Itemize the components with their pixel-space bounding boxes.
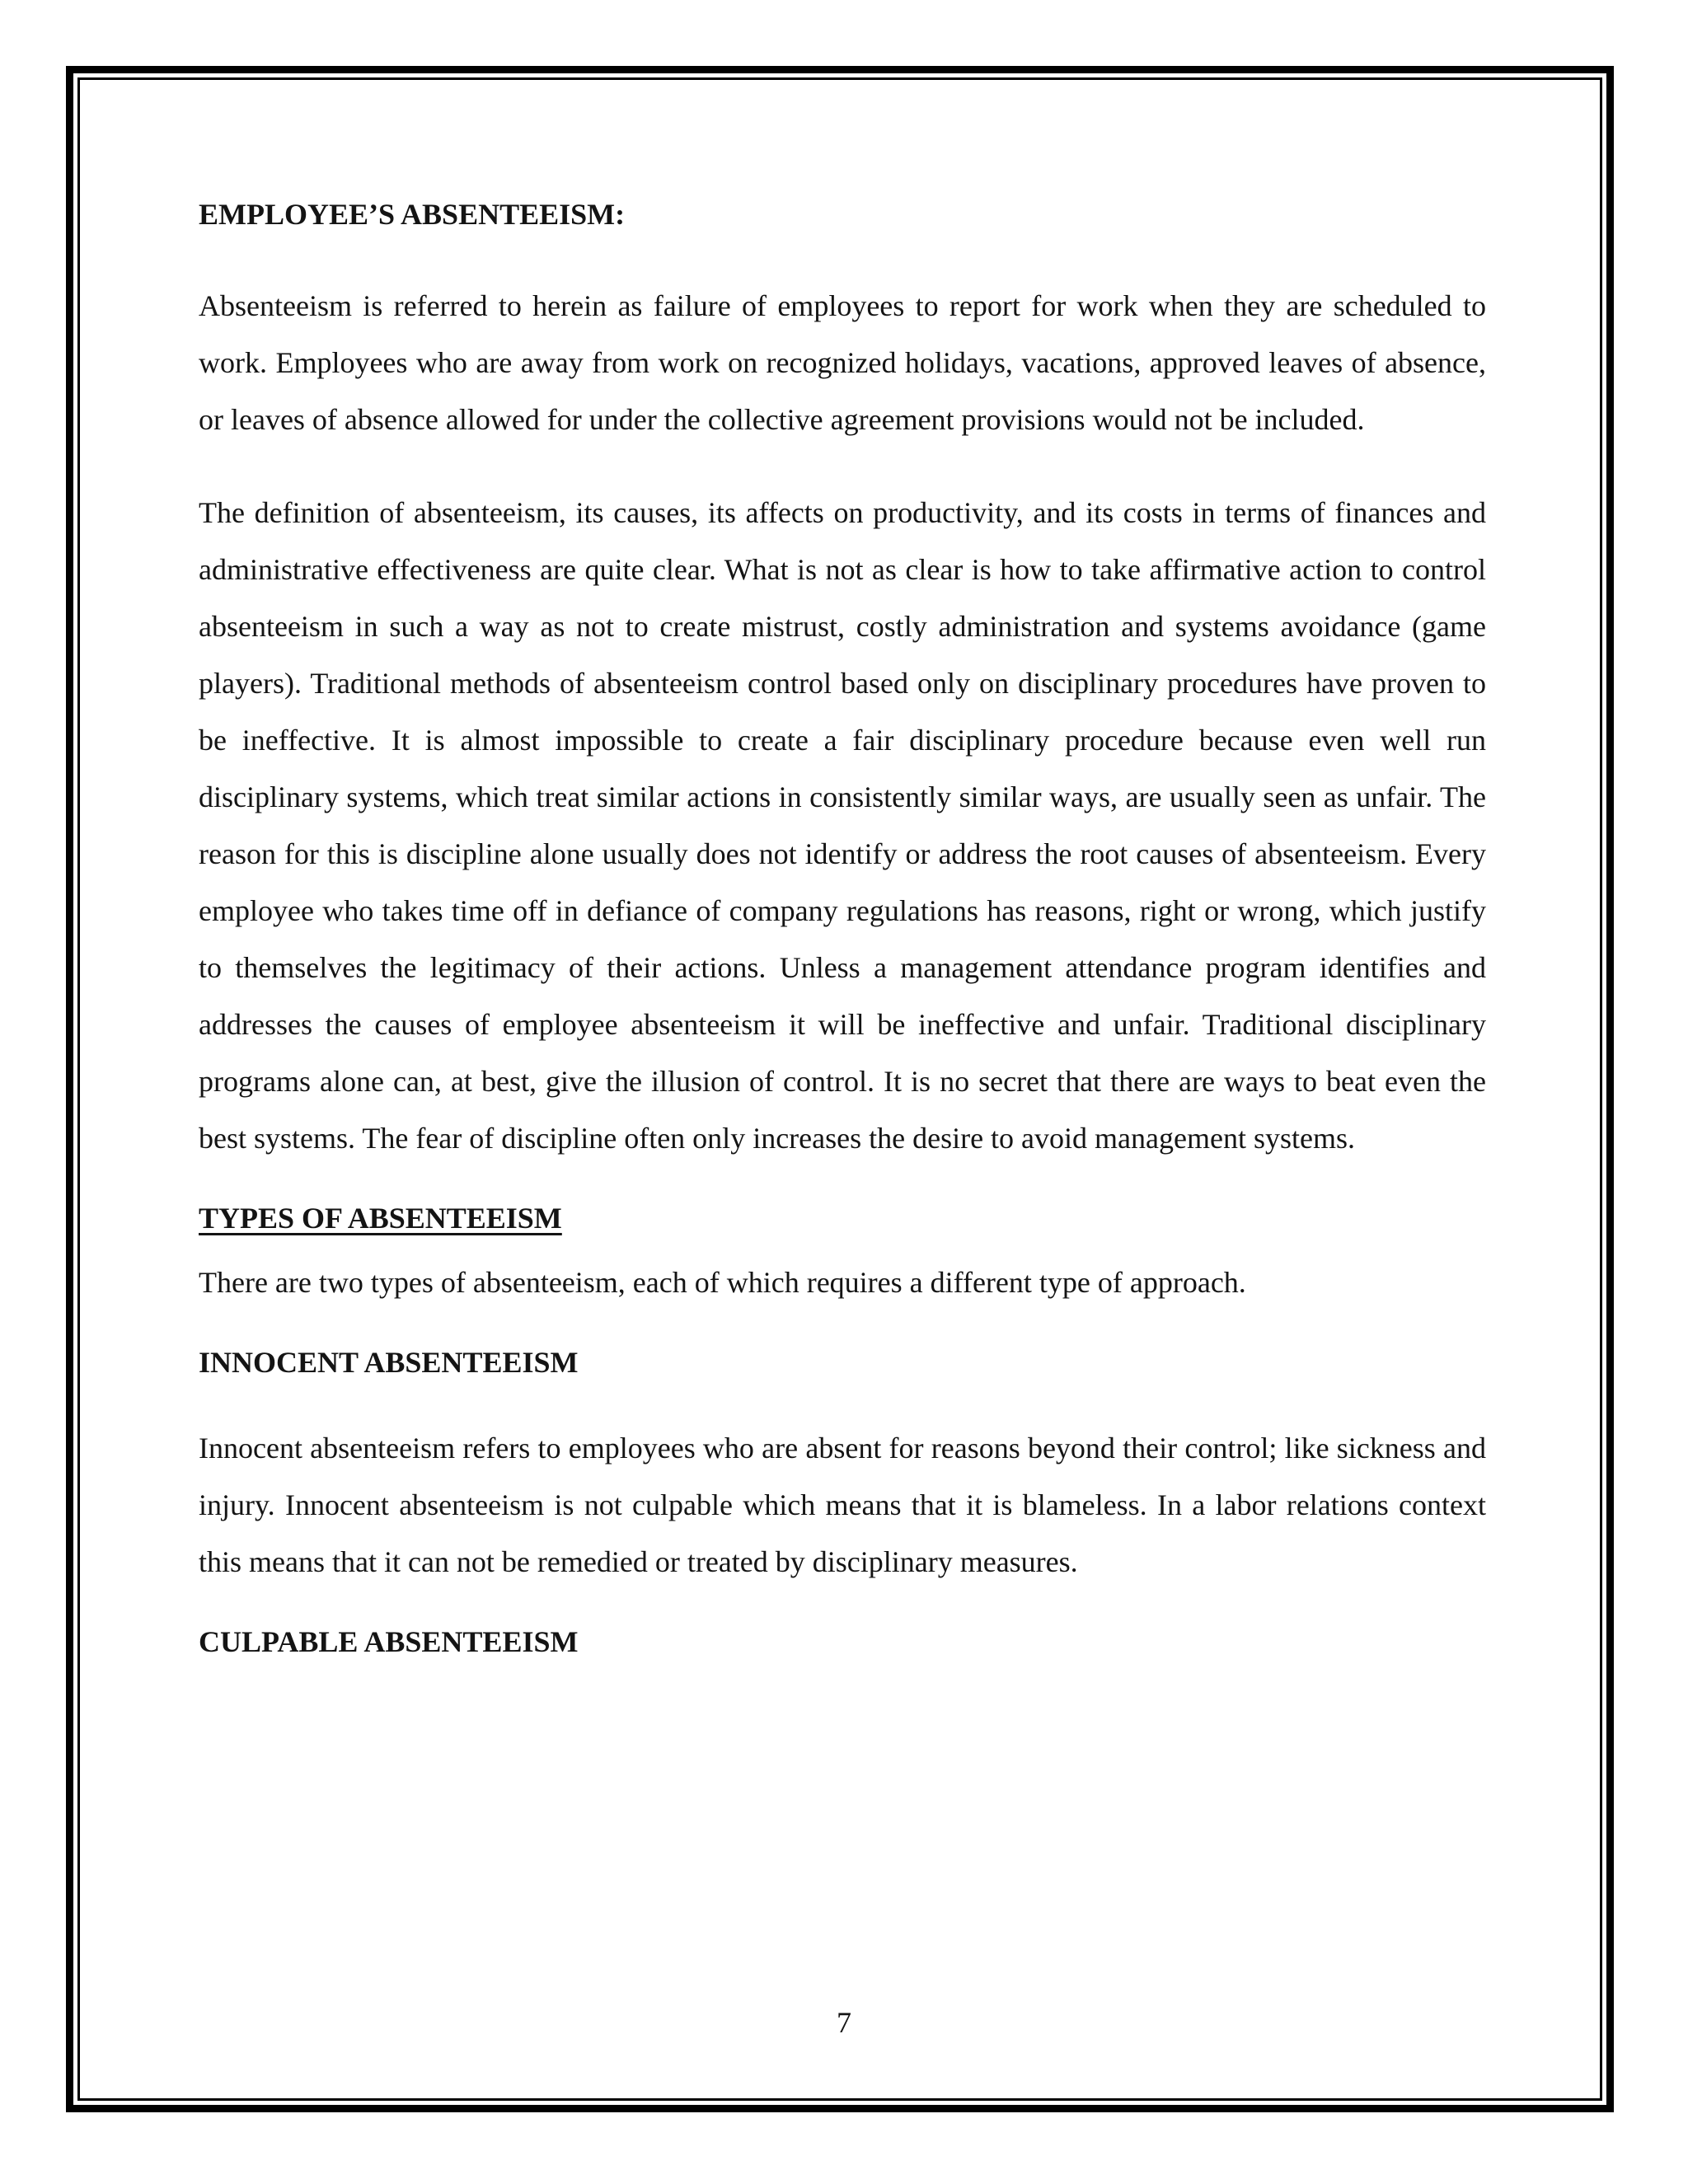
page-content	[199, 194, 1486, 1661]
paragraph-absenteeism-definition: Absenteeism is referred to herein as failure of employees to report for work when they are scheduled to work. Employees who are away from work on recognized holidays, vacations, approved leaves of absence, or leaves of absence allowed for under the collective agreement provisions would not be included.	[199, 289, 1486, 436]
heading-employees-absenteeism: EMPLOYEE’S ABSENTEEISM:	[199, 198, 626, 231]
paragraph-types-intro: There are two types of absenteeism, each of which requires a different type of approach.	[199, 1266, 1246, 1299]
heading-types-of-absenteeism: TYPES OF ABSENTEEISM	[199, 1202, 562, 1235]
heading-culpable-absenteeism: CULPABLE ABSENTEEISM	[199, 1625, 579, 1658]
heading-innocent-absenteeism: INNOCENT ABSENTEEISM	[199, 1346, 579, 1379]
page-number: 7	[837, 2006, 851, 2039]
paragraph-innocent-absenteeism: Innocent absenteeism refers to employees who are absent for reasons beyond their control; like sickness and injury. Innocent absenteeism is not culpable which means that it is blameless. In a labor relations context this means that it can not be remedied or treated by disciplinary measures.	[199, 1432, 1486, 1578]
paragraph-absenteeism-control: The definition of absenteeism, its causes, its affects on productivity, and its costs in terms of finances and administrative effectiveness are quite clear. What is not as clear is how to take affirmative action to control absenteeism in such a way as not to create mistrust, costly administration and systems avoidance (game players). Traditional methods of absenteeism control based only on disciplinary procedures have proven to be ineffective. It is almost impossible to create a fair disciplinary procedure because even well run disciplinary systems, which treat similar actions in consistently similar ways, are usually seen as unfair. The reason for this is discipline alone usually does not identify or address the root causes of absenteeism. Every employee who takes time off in defiance of company regulations has reasons, right or wrong, which justify to themselves the legitimacy of their actions. Unless a management attendance program identifies and addresses the causes of employee absenteeism it will be ineffective and unfair. Traditional disciplinary programs alone can, at best, give the illusion of control. It is no secret that there are ways to beat even the best systems. The fear of discipline often only increases the desire to avoid management systems.	[199, 496, 1486, 1155]
